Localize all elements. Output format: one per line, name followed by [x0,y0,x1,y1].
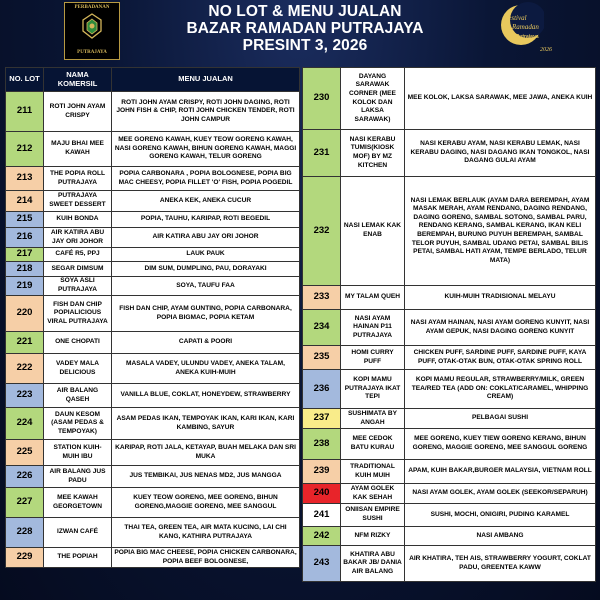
lot-number: 215 [6,212,44,228]
table-row [6,212,300,228]
festival-ramadan-text: Ramadan [512,23,539,31]
lot-number: 234 [303,310,341,346]
lot-number: 225 [6,440,44,466]
stall-name: MAJU BHAI MEE KAWAH [44,132,112,167]
stall-name: NASI AYAM HAINAN P11 PUTRAJAYA [341,310,405,346]
lot-number: 242 [303,527,341,546]
lot-number: 226 [6,466,44,488]
perbadanan-putrajaya-logo [64,2,120,60]
lot-number: 239 [303,460,341,484]
festival-putrajaya-text: Putrajaya [516,34,539,40]
stall-name: MEE CEDOK BATU KURAU [341,429,405,460]
table-row [303,504,596,527]
table-row [6,548,300,568]
menu-items: KUIH-MUIH TRADISIONAL MELAYU [405,286,596,310]
stall-table-right [302,67,596,582]
table-row [6,440,300,466]
menu-items: NASI AMBANG [405,527,596,546]
stall-name: THE POPIA ROLL PUTRAJAYA [44,167,112,191]
table-row [303,409,596,429]
table-row [303,310,596,346]
lot-number: 238 [303,429,341,460]
lot-number: 221 [6,332,44,354]
lot-number: 232 [303,177,341,286]
menu-items: ANEKA KEK, ANEKA CUCUR [112,191,300,212]
menu-items: PELBAGAI SUSHI [405,409,596,429]
lot-number: 236 [303,370,341,409]
table-row [303,484,596,504]
stall-name: KHATIRA ABU BAKAR JB/ DANIA AIR BALANG [341,546,405,582]
menu-items: NASI AYAM GOLEK, AYAM GOLEK (SEEKOR/SEPARUH) [405,484,596,504]
lot-number: 243 [303,546,341,582]
table-row [303,346,596,370]
stall-name: MY TALAM QUEH [341,286,405,310]
stall-name: THE POPIAH [44,548,112,568]
menu-items: POPIA CARBONARA , POPIA BOLOGNESE, POPIA BIG MAC CHEESY, POPIA FILLET 'O' FISH, POPIA POGEDIL [112,167,300,191]
table-row [6,228,300,248]
stall-name: SUSHIMATA BY ANGAH [341,409,405,429]
menu-items: JUS TEMBIKAI, JUS NENAS MD2, JUS MANGGA [112,466,300,488]
lot-number: 212 [6,132,44,167]
menu-items: MEE GORENG KAWAH, KUEY TEOW GORENG KAWAH, NASI GORENG KAWAH, BIHUN GORENG KAWAH, MAGGI GORENG KAWAH, TELUR GORENG [112,132,300,167]
crest-icon [77,11,107,41]
lot-number: 213 [6,167,44,191]
table-row [6,332,300,354]
festival-ramadan-logo [468,2,586,58]
table-row [6,277,300,296]
stall-name: CAFÉ R5, PPJ [44,248,112,262]
stall-name: HOMI CURRY PUFF [341,346,405,370]
menu-items: NASI KERABU AYAM, NASI KERABU LEMAK, NASI KERABU DAGING, NASI DAGANG IKAN TONGKOL, NASI DAGANG GULAI AYAM [405,130,596,177]
lot-number: 231 [303,130,341,177]
menu-items: KARIPAP, ROTI JALA, KETAYAP, BUAH MELAKA DAN SRI MUKA [112,440,300,466]
lot-number: 217 [6,248,44,262]
table-row [303,286,596,310]
menu-items: POPIA BIG MAC CHEESE, POPIA CHICKEN CARBONARA, POPIA BEEF BOLOGNESE, [112,548,300,568]
stall-name: KUIH BONDA [44,212,112,228]
table-row [303,130,596,177]
table-row [303,527,596,546]
menu-items: KOPI MAMU REGULAR, STRAWBERRY/MILK, GREEN TEA/RED TEA (ADD ON: COKLAT/CARAMEL, WHIPPING CREAM) [405,370,596,409]
lot-number: 230 [303,68,341,130]
lot-number: 229 [6,548,44,568]
festival-text: Festival [504,14,527,22]
stall-name: DAUN KESOM (ASAM PEDAS & TEMPOYAK) [44,408,112,440]
menu-items: ROTI JOHN AYAM CRISPY, ROTI JOHN DAGING, ROTI JOHN FISH & CHIP, ROTI JOHN CHICKEN TENDER, ROTI JOHN CAMPUR [112,92,300,132]
menu-items: NASI AYAM HAINAN, NASI AYAM GORENG KUNYIT, NASI AYAM GEPUK, NASI DAGING GORENG KUNYIT [405,310,596,346]
lot-number: 233 [303,286,341,310]
stall-name: PUTRAJAYA SWEET DESSERT [44,191,112,212]
menu-items: POPIA, TAUHU, KARIPAP, ROTI BEGEDIL [112,212,300,228]
menu-items: LAUK PAUK [112,248,300,262]
stall-name: DAYANG SARAWAK CORNER (MEE KOLOK DAN LAKSA SARAWAK) [341,68,405,130]
stall-name: NASI LEMAK KAK ENAB [341,177,405,286]
lot-number: 224 [6,408,44,440]
stall-name: ROTI JOHN AYAM CRISPY [44,92,112,132]
table-row [6,488,300,518]
menu-items: CAPATI & POORI [112,332,300,354]
menu-items: AIR KATIRA ABU JAY ORI JOHOR [112,228,300,248]
lot-number: 211 [6,92,44,132]
menu-items: DIM SUM, DUMPLING, PAU, DORAYAKI [112,262,300,277]
lot-number: 218 [6,262,44,277]
stall-name: SEGAR DIMSUM [44,262,112,277]
lot-number: 227 [6,488,44,518]
menu-items: THAI TEA, GREEN TEA, AIR MATA KUCING, LAI CHI KANG, KATHIRA PUTRAJAYA [112,518,300,548]
table-row [303,370,596,409]
table-row [6,518,300,548]
lot-number: 222 [6,354,44,384]
column-header-lot: NO. LOT [6,68,44,92]
stall-name: IZWAN CAFÉ [44,518,112,548]
page-subtitle: BAZAR RAMADAN PUTRAJAYA [186,20,424,37]
lot-number: 237 [303,409,341,429]
header [0,0,600,64]
lot-number: 220 [6,296,44,332]
stall-table-left [5,67,300,568]
table-body-right [303,68,596,582]
stall-name: ONE CHOPATI [44,332,112,354]
stall-name: AIR BALANG JUS PADU [44,466,112,488]
menu-items: AIR KHATIRA, TEH AIS, STRAWBERRY YOGURT, COKLAT PADU, GREENTEA KAWW [405,546,596,582]
table-row [6,296,300,332]
stall-name: VADEY MALA DELICIOUS [44,354,112,384]
stall-name: AYAM GOLEK KAK SEHAH [341,484,405,504]
stall-name: FISH DAN CHIP POPIALICIOUS VIRAL PUTRAJAYA [44,296,112,332]
menu-items: NASI LEMAK BERLAUK (AYAM DARA BEREMPAH, AYAM MASAK MERAH, AYAM RENDANG, DAGING RENDANG, DAGING GORENG, SAMBAL SOTONG, SAMBAL PARU, RENDANG KERANG, SAMBAL KERANG, IKAN KELI BEREMPAH, BURUNG PUYUH BEREMPAH, SAMBAL TELOR PUYUH, SAMBAL UDANG PETAI, SAMBAL BILIS PETAI, SAMBAL HATI AYAM, TEMPE BERLADO, TELUR MATA) [405,177,596,286]
menu-items: CHICKEN PUFF, SARDINE PUFF, SARDINE PUFF, KAYA PUFF, OTAK-OTAK BUN, OTAK-OTAK SPRING ROLL [405,346,596,370]
table-row [303,68,596,130]
table-row [6,167,300,191]
lot-number: 219 [6,277,44,296]
table-row [6,354,300,384]
stall-name: AIR BALANG QASEH [44,384,112,408]
menu-items: KUEY TEOW GORENG, MEE GORENG, BIHUN GORENG,MAGGIE GORENG, MEE SANGGUL [112,488,300,518]
table-row [303,429,596,460]
menu-items: SUSHI, MOCHI, ONIGIRI, PUDING KARAMEL [405,504,596,527]
table-row [6,191,300,212]
lot-number: 240 [303,484,341,504]
table-row [6,466,300,488]
stall-name: STATION KUIH-MUIH IBU [44,440,112,466]
lot-number: 241 [303,504,341,527]
table-row [303,460,596,484]
lot-number: 223 [6,384,44,408]
menu-items: MASALA VADEY, ULUNDU VADEY, ANEKA TALAM, ANEKA KUIH-MUIH [112,354,300,384]
table-row [6,262,300,277]
menu-items: VANILLA BLUE, COKLAT, HONEYDEW, STRAWBERRY [112,384,300,408]
stall-name: ONIISAN EMPIRE SUSHI [341,504,405,527]
column-header-menu: MENU JUALAN [112,68,300,92]
menu-items: SOYA, TAUFU FAA [112,277,300,296]
stall-name: KOPI MAMU PUTRAJAYA IKAT TEPI [341,370,405,409]
table-row [6,248,300,262]
lot-number: 228 [6,518,44,548]
menu-items: APAM, KUIH BAKAR,BURGER MALAYSIA, VIETNAM ROLL [405,460,596,484]
stall-name: TRADITIONAL KUIH MUIH [341,460,405,484]
logo-top-text: PERBADANAN [74,5,110,10]
stall-name: SOYA ASLI PUTRAJAYA [44,277,112,296]
stall-name: MEE KAWAH GEORGETOWN [44,488,112,518]
table-row [303,546,596,582]
lot-number: 216 [6,228,44,248]
stall-name: NFM RIZKY [341,527,405,546]
menu-items: MEE GORENG, KUEY TIEW GORENG KERANG, BIHUN GORENG, MAGGIE GORENG, MEE SANGGUL GORENG [405,429,596,460]
table-row [6,408,300,440]
table-header-row [6,68,300,92]
logo-bottom-text: PUTRAJAYA [77,50,107,55]
stall-name: AIR KATIRA ABU JAY ORI JOHOR [44,228,112,248]
lot-number: 214 [6,191,44,212]
festival-year: 2026 [540,47,552,53]
menu-items: FISH DAN CHIP, AYAM GUNTING, POPIA CARBONARA, POPIA BIGMAC, POPIA KETAM [112,296,300,332]
stall-name: NASI KERABU TUMIS(KIOSK MOF) BY MZ KITCHEN [341,130,405,177]
page-location: PRESINT 3, 2026 [242,37,368,54]
menu-items: MEE KOLOK, LAKSA SARAWAK, MEE JAWA, ANEKA KUIH [405,68,596,130]
page-title: NO LOT & MENU JUALAN [208,3,402,20]
lot-number: 235 [303,346,341,370]
menu-items: ASAM PEDAS IKAN, TEMPOYAK IKAN, KARI IKAN, KARI KAMBING, SAYUR [112,408,300,440]
column-header-name: NAMA KOMERSIL [44,68,112,92]
table-body-left [6,92,300,568]
table-row [303,177,596,286]
table-row [6,384,300,408]
table-row [6,92,300,132]
table-row [6,132,300,167]
